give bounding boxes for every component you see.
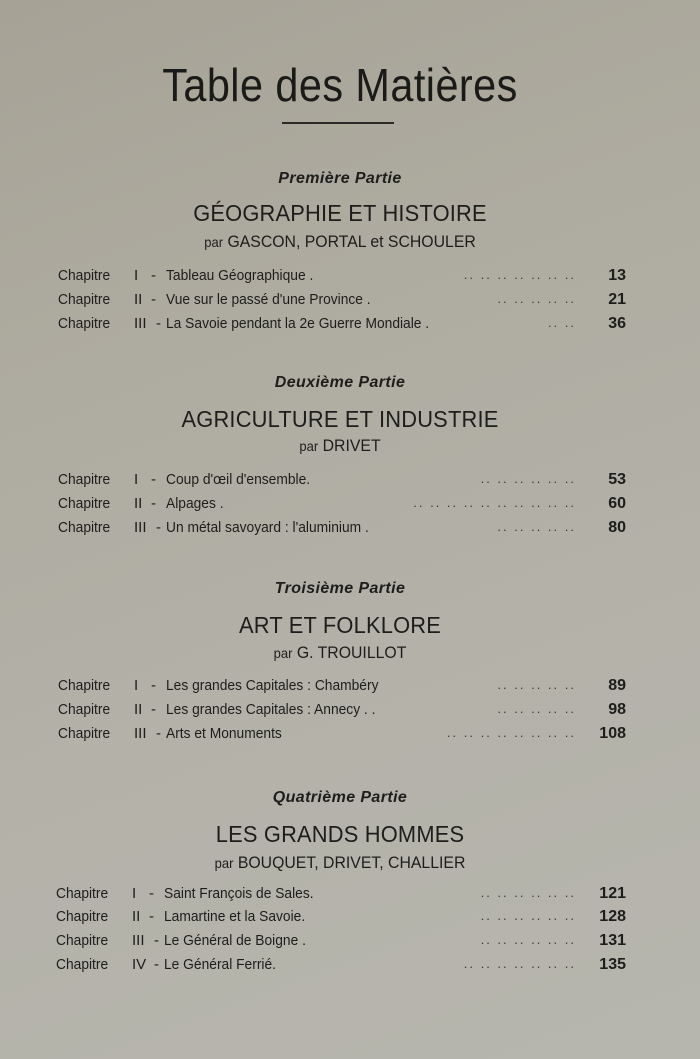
chapter-title: La Savoie pendant la 2e Guerre Mondiale . bbox=[166, 315, 430, 332]
dot-leader: .. .. .. .. .. bbox=[497, 701, 576, 716]
chapter-title: Les grandes Capitales : Annecy . . bbox=[166, 701, 376, 718]
chapter-number: II bbox=[132, 908, 141, 925]
dot-leader: .. .. .. .. .. .. bbox=[480, 885, 576, 900]
chapter-title: Arts et Monuments bbox=[166, 725, 282, 742]
page-number: 128 bbox=[599, 908, 626, 925]
dot-leader: .. .. .. .. .. bbox=[497, 519, 576, 534]
toc-entry[interactable] bbox=[56, 956, 626, 978]
dot-leader: .. .. .. .. .. .. .. .. .. .. bbox=[413, 495, 576, 510]
chapter-number: III bbox=[134, 315, 147, 332]
dot-leader: .. .. .. .. .. .. .. bbox=[463, 267, 576, 282]
dot-leader: .. .. .. .. .. .. bbox=[480, 471, 576, 486]
chapter-separator: - bbox=[154, 956, 159, 973]
chapter-title: Lamartine et la Savoie. bbox=[164, 908, 306, 925]
chapter-separator: - bbox=[149, 908, 154, 925]
chapter-title: Les grandes Capitales : Chambéry bbox=[166, 677, 379, 694]
chapter-number: I bbox=[134, 471, 139, 488]
chapter-title: Saint François de Sales. bbox=[164, 885, 314, 902]
dot-leader: .. .. .. .. .. bbox=[497, 677, 576, 692]
chapter-number: III bbox=[132, 932, 145, 949]
chapter-separator: - bbox=[151, 677, 156, 694]
chapter-title: Le Général Ferrié. bbox=[164, 956, 276, 973]
page-number: 131 bbox=[599, 932, 626, 949]
toc-entry[interactable] bbox=[58, 495, 626, 517]
chapter-label: Chapitre bbox=[58, 291, 111, 308]
toc-entry[interactable] bbox=[58, 291, 626, 313]
chapter-number: III bbox=[134, 519, 147, 536]
page-title: Table des Matières bbox=[162, 59, 518, 111]
chapter-label: Chapitre bbox=[58, 495, 111, 512]
chapter-label: Chapitre bbox=[58, 315, 111, 332]
chapter-number: III bbox=[134, 725, 147, 742]
author-names: BOUQUET, DRIVET, CHALLIER bbox=[237, 853, 466, 872]
page-number: 36 bbox=[608, 315, 626, 332]
chapter-separator: - bbox=[151, 267, 156, 284]
author-prefix: par bbox=[273, 645, 293, 661]
dot-leader: .. .. bbox=[547, 315, 576, 330]
chapter-title: Le Général de Boigne . bbox=[164, 932, 306, 949]
chapter-separator: - bbox=[151, 495, 156, 512]
page-number: 89 bbox=[608, 677, 626, 694]
part-author bbox=[24, 853, 656, 873]
dot-leader: .. .. .. .. .. .. bbox=[480, 908, 576, 923]
chapter-label: Chapitre bbox=[56, 885, 109, 902]
part-author bbox=[24, 232, 656, 252]
chapter-number: I bbox=[134, 677, 139, 694]
chapter-title: Alpages . bbox=[166, 495, 224, 512]
toc-entry[interactable] bbox=[58, 315, 626, 337]
part-title: ART ET FOLKLORE bbox=[238, 612, 441, 638]
author-prefix: par bbox=[214, 855, 234, 871]
toc-entry[interactable] bbox=[58, 519, 626, 541]
chapter-number: II bbox=[134, 291, 143, 308]
part-title: LES GRANDS HOMMES bbox=[215, 821, 465, 847]
part-author bbox=[24, 436, 656, 456]
chapter-title: Un métal savoyard : l'aluminium . bbox=[166, 519, 369, 536]
page-number: 108 bbox=[599, 725, 626, 742]
chapter-number: I bbox=[134, 267, 139, 284]
chapter-separator: - bbox=[156, 725, 161, 742]
chapter-label: Chapitre bbox=[58, 701, 111, 718]
page-number: 21 bbox=[608, 291, 626, 308]
dot-leader: .. .. .. .. .. bbox=[497, 291, 576, 306]
page-number: 53 bbox=[608, 471, 626, 488]
chapter-label: Chapitre bbox=[56, 956, 109, 973]
part-label: Première Partie bbox=[278, 170, 402, 187]
chapter-number: II bbox=[134, 495, 143, 512]
author-prefix: par bbox=[299, 438, 319, 454]
dot-leader: .. .. .. .. .. .. .. .. bbox=[446, 725, 576, 740]
part-label: Quatrième Partie bbox=[272, 789, 408, 806]
dot-leader: .. .. .. .. .. .. .. bbox=[463, 956, 576, 971]
chapter-number: II bbox=[134, 701, 143, 718]
part-title: GÉOGRAPHIE ET HISTOIRE bbox=[193, 200, 487, 226]
chapter-separator: - bbox=[149, 885, 154, 902]
chapter-separator: - bbox=[156, 519, 161, 536]
toc-entry[interactable] bbox=[56, 932, 626, 954]
toc-entry[interactable] bbox=[58, 677, 626, 699]
toc-entry[interactable] bbox=[58, 701, 626, 723]
toc-entry[interactable] bbox=[56, 885, 626, 907]
part-title: AGRICULTURE ET INDUSTRIE bbox=[181, 406, 499, 432]
author-names: GASCON, PORTAL et SCHOULER bbox=[227, 232, 476, 251]
chapter-label: Chapitre bbox=[56, 908, 109, 925]
chapter-title: Vue sur le passé d'une Province . bbox=[166, 291, 371, 308]
chapter-separator: - bbox=[151, 291, 156, 308]
chapter-separator: - bbox=[151, 701, 156, 718]
part-label: Troisième Partie bbox=[274, 580, 406, 597]
part-label: Deuxième Partie bbox=[274, 374, 406, 391]
title-underline-divider bbox=[282, 122, 394, 124]
chapter-label: Chapitre bbox=[58, 725, 111, 742]
page-number: 121 bbox=[599, 885, 626, 902]
page-number: 13 bbox=[608, 267, 626, 284]
author-names: DRIVET bbox=[322, 436, 381, 455]
chapter-label: Chapitre bbox=[56, 932, 109, 949]
chapter-separator: - bbox=[154, 932, 159, 949]
chapter-label: Chapitre bbox=[58, 471, 111, 488]
chapter-title: Coup d'œil d'ensemble. bbox=[166, 471, 311, 488]
toc-entry[interactable] bbox=[58, 471, 626, 493]
toc-entry[interactable] bbox=[56, 908, 626, 930]
author-names: G. TROUILLOT bbox=[296, 643, 407, 662]
chapter-number: I bbox=[132, 885, 137, 902]
page-number: 80 bbox=[608, 519, 626, 536]
chapter-title: Tableau Géographique . bbox=[166, 267, 314, 284]
toc-entry[interactable] bbox=[58, 725, 626, 747]
chapter-separator: - bbox=[151, 471, 156, 488]
chapter-number: IV bbox=[132, 956, 147, 973]
chapter-label: Chapitre bbox=[58, 519, 111, 536]
page-number: 60 bbox=[608, 495, 626, 512]
chapter-separator: - bbox=[156, 315, 161, 332]
author-prefix: par bbox=[204, 234, 224, 250]
page-number: 98 bbox=[608, 701, 626, 718]
toc-entry[interactable] bbox=[58, 267, 626, 289]
page-number: 135 bbox=[599, 956, 626, 973]
dot-leader: .. .. .. .. .. .. bbox=[480, 932, 576, 947]
chapter-label: Chapitre bbox=[58, 267, 111, 284]
chapter-label: Chapitre bbox=[58, 677, 111, 694]
part-author bbox=[24, 643, 656, 663]
